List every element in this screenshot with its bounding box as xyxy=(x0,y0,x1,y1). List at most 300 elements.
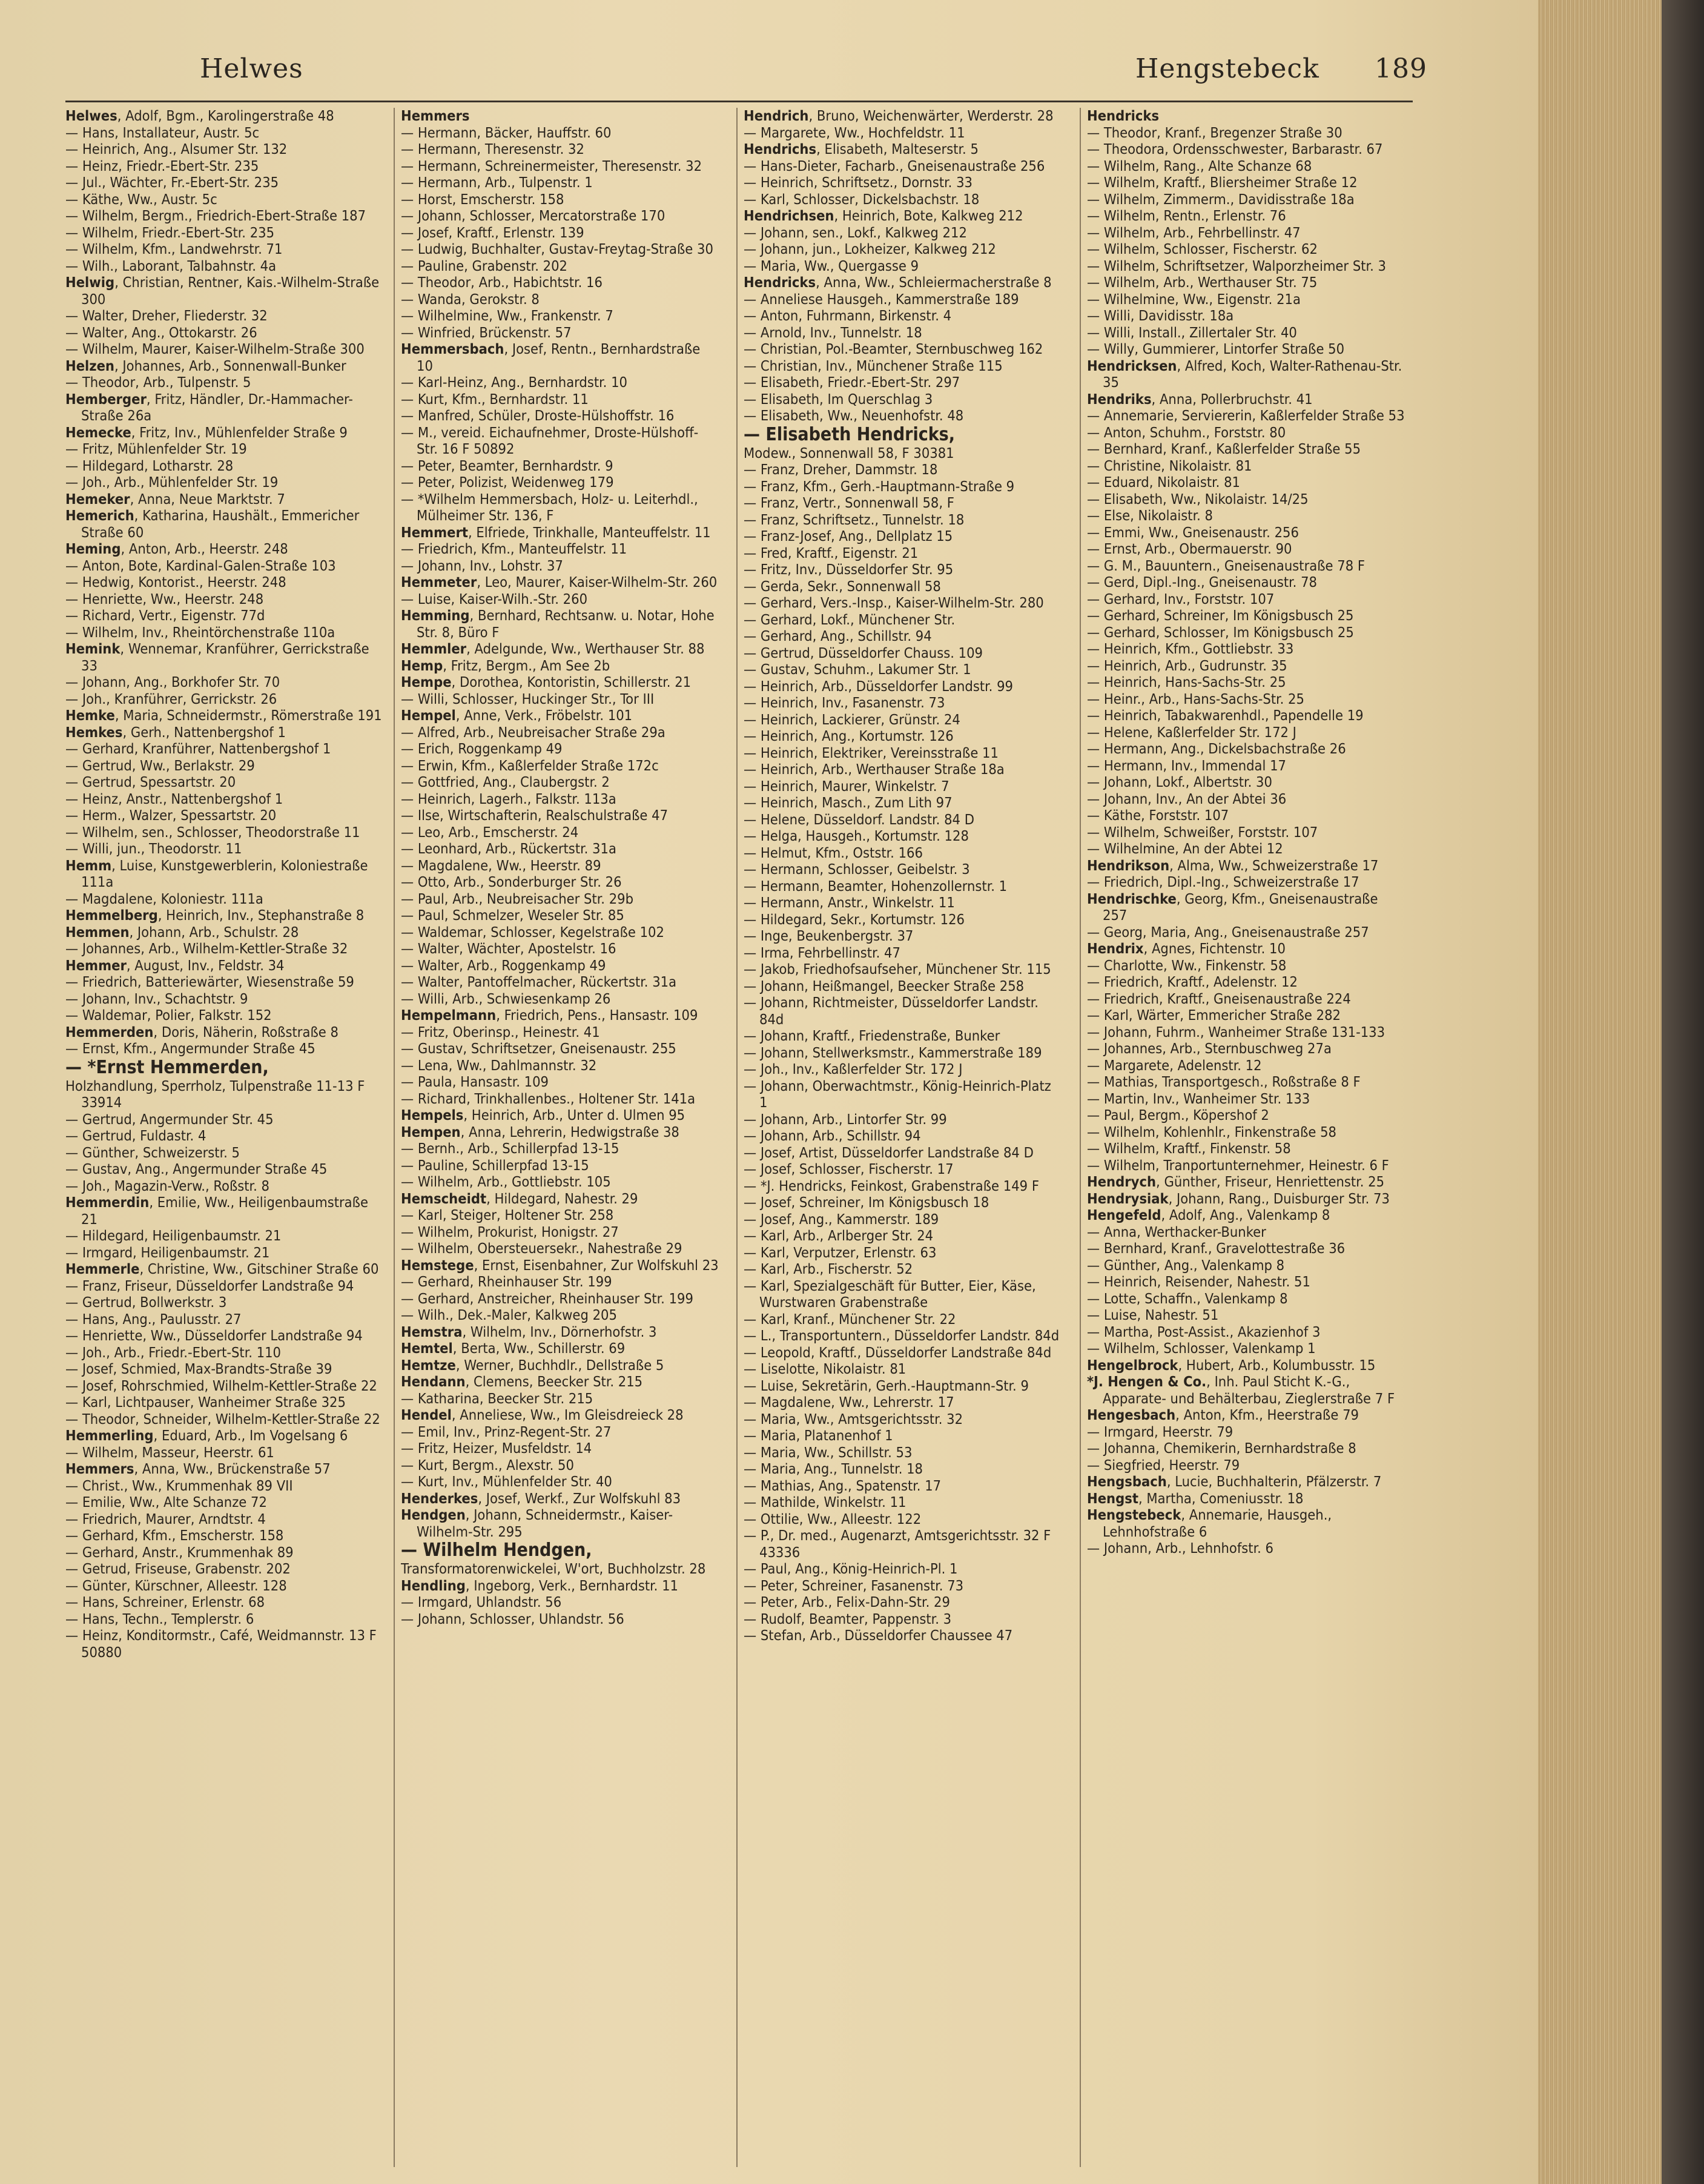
directory-entry: — Magdalene, Koloniestr. 111a xyxy=(65,890,263,907)
directory-entry: — Walter, Ang., Ottokarstr. 26 xyxy=(65,323,257,341)
directory-entry: — Wilhelmine, Ww., Frankenstr. 7 xyxy=(401,307,613,324)
directory-entry: — Christine, Nikolaistr. 81 xyxy=(1087,457,1252,474)
entry-surname: Hendling xyxy=(401,1577,466,1594)
entry-surname: Hemstege xyxy=(401,1256,474,1274)
directory-entry: — Helene, Kaßlerfelder Str. 172 J xyxy=(1087,723,1296,741)
directory-entry: — Johann, Ang., Borkhofer Str. 70 xyxy=(65,673,280,690)
entry-surname: Hengesbach xyxy=(1087,1406,1176,1423)
directory-entry: — Helene, Düsseldorf. Landstr. 84 D xyxy=(744,810,975,828)
directory-entry: — Else, Nikolaistr. 8 xyxy=(1087,507,1213,524)
directory-entry: — Wilhelm, Tranportunternehmer, Heinestr. 6 F xyxy=(1087,1156,1389,1174)
directory-entry: — Johann, Arb., Lintorfer Str. 99 xyxy=(744,1110,947,1128)
header-rule xyxy=(65,101,1413,102)
directory-entry: — Siegfried, Heerstr. 79 xyxy=(1087,1456,1240,1474)
directory-entry: — Elisabeth Hendricks, xyxy=(744,423,955,445)
directory-entry: — Hildegard, Sekr., Kortumstr. 126 xyxy=(744,910,965,928)
directory-entry: — Karl, Schlosser, Dickelsbachstr. 18 xyxy=(744,190,980,208)
directory-entry: — Wanda, Gerokstr. 8 xyxy=(401,290,540,308)
directory-entry: — Josef, Rohrschmied, Wilhelm-Kettler-Straße 22 xyxy=(65,1377,377,1394)
directory-entry: — Johann, Lokf., Albertstr. 30 xyxy=(1087,773,1272,790)
directory-entry: — Richard, Trinkhallenbes., Holtener Str. 141a xyxy=(401,1090,696,1107)
directory-entry: Hemstege, Ernst, Eisenbahner, Zur Wolfskuhl 23 xyxy=(401,1256,719,1274)
directory-entry: — Waldemar, Schlosser, Kegelstraße 102 xyxy=(401,923,664,941)
directory-entry: — Luise, Kaiser-Wilh.-Str. 260 xyxy=(401,590,588,607)
directory-entry: — Kurt, Kfm., Bernhardstr. 11 xyxy=(401,390,589,408)
directory-entry: — Gerhard, Schlosser, Im Königsbusch 25 xyxy=(1087,623,1354,641)
directory-entry: — Karl-Heinz, Ang., Bernhardstr. 10 xyxy=(401,374,627,391)
directory-entry: — Heinz, Konditormstr., Café, Weidmannstr. 13 F 50880 xyxy=(65,1627,377,1661)
entry-surname: Hengefeld xyxy=(1087,1206,1161,1223)
directory-entry: — Luise, Nahestr. 51 xyxy=(1087,1306,1219,1323)
directory-entry: — Fritz, Oberinsp., Heinestr. 41 xyxy=(401,1023,600,1041)
directory-entry: Hendriks, Anna, Pollerbruchstr. 41 xyxy=(1087,390,1313,408)
directory-entry: — Inge, Beukenbergstr. 37 xyxy=(744,927,914,944)
directory-entry: — Friedrich, Dipl.-Ing., Schweizerstraße 17 xyxy=(1087,873,1359,890)
running-head-left: Helwes xyxy=(200,53,303,84)
directory-entry: — Emmi, Ww., Gneisenaustr. 256 xyxy=(1087,523,1299,541)
entry-surname: Hendrix xyxy=(1087,940,1144,957)
directory-entry: — Rudolf, Beamter, Pappenstr. 3 xyxy=(744,1610,952,1627)
directory-entry: — Fred, Kraftf., Eigenstr. 21 xyxy=(744,544,919,561)
directory-entry: — Irmgard, Uhlandstr. 56 xyxy=(401,1593,562,1610)
directory-entry: — Käthe, Ww., Austr. 5c xyxy=(65,190,217,208)
directory-entry: — Walter, Arb., Roggenkamp 49 xyxy=(401,956,606,974)
entry-surname: Helwes xyxy=(65,108,117,124)
directory-entry: — Gerhard, Vers.-Insp., Kaiser-Wilhelm-Str. 280 xyxy=(744,594,1044,611)
directory-entry: — Hildegard, Lotharstr. 28 xyxy=(65,457,234,474)
directory-entry: — Friedrich, Kraftf., Adelenstr. 12 xyxy=(1087,973,1298,990)
column-divider xyxy=(394,108,395,2167)
directory-entry: — Wilhelmine, An der Abtei 12 xyxy=(1087,840,1283,857)
directory-entry: — Christian, Inv., Münchener Straße 115 xyxy=(744,357,1003,374)
entry-surname: Hemberger xyxy=(65,390,147,408)
entry-surname: Hemscheidt xyxy=(401,1190,487,1207)
directory-entry: — Kurt, Inv., Mühlenfelder Str. 40 xyxy=(401,1473,612,1490)
directory-entry: Hendrichs, Elisabeth, Malteserstr. 5 xyxy=(744,141,979,157)
entry-surname: Hendrischke xyxy=(1087,890,1177,907)
directory-entry: — Anna, Werthacker-Bunker xyxy=(1087,1223,1266,1240)
directory-entry: — Liselotte, Nikolaistr. 81 xyxy=(744,1360,906,1377)
directory-entry: — Ottilie, Ww., Alleestr. 122 xyxy=(744,1510,922,1527)
directory-entry: Hempen, Anna, Lehrerin, Hedwigstraße 38 xyxy=(401,1123,679,1140)
directory-entry: — Maria, Ww., Quergasse 9 xyxy=(744,257,919,274)
directory-entry: — Wilhelm Hendgen, xyxy=(401,1540,592,1561)
directory-entry: — Paul, Bergm., Köpershof 2 xyxy=(1087,1107,1269,1123)
directory-entry: — Pauline, Schillerpfad 13-15 xyxy=(401,1156,589,1174)
directory-entry: Hendrix, Agnes, Fichtenstr. 10 xyxy=(1087,940,1286,957)
directory-entry: — Friedrich, Batteriewärter, Wiesenstraße 59 xyxy=(65,973,354,990)
directory-entry: — Margarete, Ww., Hochfeldstr. 11 xyxy=(744,124,965,141)
directory-entry: — Johann, Inv., Lohstr. 37 xyxy=(401,557,563,574)
directory-entry: — Eduard, Nikolaistr. 81 xyxy=(1087,474,1241,491)
entry-surname: Hengst xyxy=(1087,1489,1138,1507)
directory-entry: Hendel, Anneliese, Ww., Im Gleisdreieck 28 xyxy=(401,1406,684,1423)
directory-entry: Hendann, Clemens, Beecker Str. 215 xyxy=(401,1373,643,1390)
directory-entry: — Maria, Ww., Schillstr. 53 xyxy=(744,1443,913,1461)
directory-entry: — Heinrich, Lagerh., Falkstr. 113a xyxy=(401,790,616,807)
directory-entry: — Elisabeth, Ww., Nikolaistr. 14/25 xyxy=(1087,490,1309,508)
entry-surname: Hendrych xyxy=(1087,1173,1157,1190)
directory-entry: — Wilhelm, Arb., Gottliebstr. 105 xyxy=(401,1173,611,1190)
directory-entry: — Gerhard, Rheinhauser Str. 199 xyxy=(401,1273,612,1290)
directory-entry: Hemstra, Wilhelm, Inv., Dörnerhofstr. 3 xyxy=(401,1323,657,1340)
directory-entry: Hendrischke, Georg, Kfm., Gneisenaustraße 257 xyxy=(1087,890,1378,924)
directory-entry: — Hedwig, Kontorist., Heerstr. 248 xyxy=(65,574,286,591)
directory-entry: — Heinrich, Reisender, Nahestr. 51 xyxy=(1087,1273,1310,1290)
directory-entry: — Johann, Kraftf., Friedenstraße, Bunker xyxy=(744,1027,1000,1044)
directory-entry: — Gertrud, Düsseldorfer Chauss. 109 xyxy=(744,644,983,661)
directory-entry: — Henriette, Ww., Düsseldorfer Landstraße 94 xyxy=(65,1327,363,1344)
directory-entry: — Paula, Hansastr. 109 xyxy=(401,1073,549,1090)
entry-surname: Hemmert xyxy=(401,523,468,541)
directory-entry: — Heinz, Anstr., Nattenbergshof 1 xyxy=(65,790,283,807)
directory-entry: Hemmeter, Leo, Maurer, Kaiser-Wilhelm-Str. 260 xyxy=(401,574,718,591)
directory-entry: — Willi, jun., Theodorstr. 11 xyxy=(65,840,242,857)
directory-entry: Hengefeld, Adolf, Ang., Valenkamp 8 xyxy=(1087,1206,1330,1223)
directory-entry: — Josef, Artist, Düsseldorfer Landstraße 84 D xyxy=(744,1143,1034,1161)
directory-entry: — Heinrich, Ang., Kortumstr. 126 xyxy=(744,727,954,744)
directory-entry: — Heinrich, Masch., Zum Lith 97 xyxy=(744,794,953,811)
entry-surname: Helzen xyxy=(65,357,114,374)
directory-entry: Hemecke, Fritz, Inv., Mühlenfelder Straße 9 xyxy=(65,423,348,441)
directory-entry: — Elisabeth, Friedr.-Ebert-Str. 297 xyxy=(744,374,960,391)
directory-entry: *J. Hengen & Co., Inh. Paul Sticht K.-G., Apparate- und Behälterbau, Zieglerstraße 7 F xyxy=(1087,1373,1395,1407)
directory-entry: — Theodor, Arb., Habichtstr. 16 xyxy=(401,274,603,291)
directory-entry: — Heinrich, Schriftsetz., Dornstr. 33 xyxy=(744,174,973,191)
entry-surname: Hemmer xyxy=(65,956,127,974)
directory-entry: — Heinr., Arb., Hans-Sachs-Str. 25 xyxy=(1087,690,1304,707)
directory-entry: — Heinrich, Inv., Fasanenstr. 73 xyxy=(744,694,945,711)
directory-entry: Hemmert, Elfriede, Trinkhalle, Manteuffelstr. 11 xyxy=(401,523,711,541)
directory-entry: Hempel, Anne, Verk., Fröbelstr. 101 xyxy=(401,707,633,724)
directory-entry: — Henriette, Ww., Heerstr. 248 xyxy=(65,590,264,607)
directory-entry: — Heinrich, Kfm., Gottliebstr. 33 xyxy=(1087,640,1294,657)
directory-entry: Hemmersbach, Josef, Rentn., Bernhardstraße 10 xyxy=(401,340,701,374)
entry-surname: Hemstra xyxy=(401,1323,463,1340)
entry-surname: Hempen xyxy=(401,1123,461,1140)
directory-entry: Hemerich, Katharina, Haushält., Emmericher Straße 60 xyxy=(65,507,360,541)
directory-entry: Hemmerling, Eduard, Arb., Im Vogelsang 6 xyxy=(65,1427,348,1444)
entry-surname: Hemmersbach xyxy=(401,340,504,357)
directory-entry: — Franz, Vertr., Sonnenwall 58, F xyxy=(744,494,954,511)
directory-entry: — Bernh., Arb., Schillerpfad 13-15 xyxy=(401,1140,619,1157)
directory-entry: Helwig, Christian, Rentner, Kais.-Wilhelm-Straße 300 xyxy=(65,274,380,308)
directory-entry: — Gerhard, Kranführer, Nattenbergshof 1 xyxy=(65,740,331,757)
directory-entry: Hempe, Dorothea, Kontoristin, Schillerstr. 21 xyxy=(401,673,692,690)
directory-entry: — Johann, Heißmangel, Beecker Straße 258 xyxy=(744,977,1025,994)
entry-surname: Hendricks xyxy=(744,274,816,291)
directory-entry: — Gertrud, Angermunder Str. 45 xyxy=(65,1110,274,1128)
directory-entry: — Magdalene, Ww., Heerstr. 89 xyxy=(401,856,601,874)
directory-entry: — Wilhelm, Schweißer, Forststr. 107 xyxy=(1087,823,1318,841)
directory-entry: — Hans, Techn., Templerstr. 6 xyxy=(65,1610,254,1627)
directory-entry: — Katharina, Beecker Str. 215 xyxy=(401,1389,593,1407)
directory-entry: — Josef, Ang., Kammerstr. 189 xyxy=(744,1210,939,1228)
directory-entry: — Johann, Arb., Schillstr. 94 xyxy=(744,1127,921,1144)
directory-entry: — Theodor, Schneider, Wilhelm-Kettler-Straße 22 xyxy=(65,1410,380,1428)
directory-entry: — Pauline, Grabenstr. 202 xyxy=(401,257,567,274)
directory-column-4 xyxy=(1087,108,1405,2167)
directory-entry: — Maria, Platanenhof 1 xyxy=(744,1427,893,1444)
entry-surname: Hempelmann xyxy=(401,1007,497,1024)
directory-entry: — Wilhelm, Maurer, Kaiser-Wilhelm-Straße 300 xyxy=(65,340,365,357)
directory-entry: — Wilhelm, Friedr.-Ebert-Str. 235 xyxy=(65,223,275,241)
entry-surname: Hemerich xyxy=(65,507,134,524)
entry-surname: Hendrich xyxy=(744,108,809,124)
directory-entry: — P., Dr. med., Augenarzt, Amtsgerichtsstr. 32 F 43336 xyxy=(744,1527,1051,1561)
directory-entry: Hemmerden, Doris, Näherin, Roßstraße 8 xyxy=(65,1023,338,1041)
directory-entry: — Heinrich, Maurer, Winkelstr. 7 xyxy=(744,777,949,795)
directory-entry: — Ludwig, Buchhalter, Gustav-Freytag-Straße 30 xyxy=(401,240,713,257)
directory-entry: — Johann, Stellwerksmstr., Kammerstraße 189 xyxy=(744,1044,1042,1061)
directory-entry: — Helmut, Kfm., Oststr. 166 xyxy=(744,844,923,861)
directory-entry: Hendricks, Anna, Ww., Schleiermacherstraße 8 xyxy=(744,274,1052,291)
directory-entry: — Irmgard, Heiligenbaumstr. 21 xyxy=(65,1243,270,1261)
entry-surname: Hemmen xyxy=(65,923,130,941)
directory-entry: Hemmelberg, Heinrich, Inv., Stephanstraße 8 xyxy=(65,907,365,924)
entry-surname: Heming xyxy=(65,540,121,557)
directory-entry: — Willi, Schlosser, Huckinger Str., Tor III xyxy=(401,690,655,707)
entry-surname: Hemmler xyxy=(401,640,467,657)
directory-entry: — Gerhard, Kfm., Emscherstr. 158 xyxy=(65,1527,284,1544)
entry-surname: Henderkes xyxy=(401,1489,478,1507)
directory-entry: — Karl, Lichtpauser, Wanheimer Straße 325 xyxy=(65,1394,346,1411)
directory-entry: — Margarete, Adelenstr. 12 xyxy=(1087,1056,1262,1074)
directory-entry: — Hermann, Ang., Dickelsbachstraße 26 xyxy=(1087,740,1346,757)
directory-entry: — Hermann, Schreinermeister, Theresenstr. 32 xyxy=(401,157,702,174)
entry-surname: Hemmers xyxy=(401,108,470,124)
directory-entry: — Peter, Arb., Felix-Dahn-Str. 29 xyxy=(744,1593,950,1610)
entry-surname: Hemming xyxy=(401,607,470,624)
directory-entry: — Wilhelmine, Ww., Eigenstr. 21a xyxy=(1087,290,1301,308)
directory-entry: — Waldemar, Polier, Falkstr. 152 xyxy=(65,1007,272,1024)
directory-entry: — Peter, Schreiner, Fasanenstr. 73 xyxy=(744,1577,964,1594)
page-number: 189 xyxy=(1375,53,1427,84)
directory-entry: — Helga, Hausgeh., Kortumstr. 128 xyxy=(744,827,969,844)
directory-entry: — Gertrud, Bollwerkstr. 3 xyxy=(65,1294,227,1311)
directory-entry: — Josef, Schmied, Max-Brandts-Straße 39 xyxy=(65,1360,332,1377)
entry-surname: Hemtel xyxy=(401,1340,453,1357)
entry-surname: Hemm xyxy=(65,856,112,874)
directory-entry: — Emil, Inv., Prinz-Regent-Str. 27 xyxy=(401,1423,612,1440)
directory-entry: Hengsbach, Lucie, Buchhalterin, Pfälzerstr. 7 xyxy=(1087,1473,1382,1490)
directory-entry: — Günther, Schweizerstr. 5 xyxy=(65,1143,240,1161)
directory-entry: — Wilhelm, Prokurist, Honigstr. 27 xyxy=(401,1223,619,1240)
entry-surname: Hendricksen xyxy=(1087,357,1177,374)
entry-surname: Hemkes xyxy=(65,723,123,741)
directory-entry: — Johann, Schlosser, Uhlandstr. 56 xyxy=(401,1610,624,1627)
directory-column-3 xyxy=(744,108,1062,2167)
directory-entry: Hemberger, Fritz, Händler, Dr.-Hammacher-Straße 26a xyxy=(65,390,353,424)
directory-entry: — Joh., Arb., Friedr.-Ebert-Str. 110 xyxy=(65,1343,281,1361)
directory-entry: Hengst, Martha, Comeniusstr. 18 xyxy=(1087,1489,1304,1507)
directory-entry: Hengelbrock, Hubert, Arb., Kolumbusstr. 15 xyxy=(1087,1356,1376,1374)
directory-entry: — Peter, Polizist, Weidenweg 179 xyxy=(401,474,614,491)
directory-entry: Hemke, Maria, Schneidermstr., Römerstraße 191 xyxy=(65,707,382,724)
directory-entry: — Gerhard, Ang., Schillstr. 94 xyxy=(744,627,932,644)
column-divider xyxy=(736,108,738,2167)
directory-entry: — Friedrich, Kraftf., Gneisenaustraße 224 xyxy=(1087,990,1351,1007)
directory-entry: — Wilhelm, Arb., Werthauser Str. 75 xyxy=(1087,274,1318,291)
directory-entry: — Ernst, Kfm., Angermunder Straße 45 xyxy=(65,1040,315,1057)
directory-entry: — Gustav, Ang., Angermunder Straße 45 xyxy=(65,1160,328,1177)
directory-entry: — Mathilde, Winkelstr. 11 xyxy=(744,1494,906,1511)
directory-entry: — Elisabeth, Ww., Neuenhofstr. 48 xyxy=(744,407,964,424)
directory-entry: — Wilhelm, Rentn., Erlenstr. 76 xyxy=(1087,207,1286,224)
directory-entry: — Hermann, Anstr., Winkelstr. 11 xyxy=(744,894,955,911)
entry-surname: Hemmerling xyxy=(65,1427,154,1444)
directory-entry: — Johann, Richtmeister, Düsseldorfer Landstr. 84d xyxy=(744,994,1039,1028)
directory-entry: — Wilhelm, Kfm., Landwehrstr. 71 xyxy=(65,240,283,257)
directory-entry: Hemmen, Johann, Arb., Schulstr. 28 xyxy=(65,923,299,941)
directory-entry: — Wilhelm, Schriftsetzer, Walporzheimer Str. 3 xyxy=(1087,257,1386,274)
directory-entry: — G. M., Bauuntern., Gneisenaustraße 78 F xyxy=(1087,557,1366,574)
directory-entry: Helwes, Adolf, Bgm., Karolingerstraße 48 xyxy=(65,108,334,124)
directory-entry: — Paul, Schmelzer, Weseler Str. 85 xyxy=(401,907,624,924)
directory-entry: — Elisabeth, Im Querschlag 3 xyxy=(744,390,933,408)
directory-entry: — Josef, Schlosser, Fischerstr. 17 xyxy=(744,1160,954,1177)
directory-entry: — Christian, Pol.-Beamter, Sternbuschweg 162 xyxy=(744,340,1043,357)
entry-surname: Hemecke xyxy=(65,423,131,441)
directory-entry: — Gerhard, Anstreicher, Rheinhauser Str. 199 xyxy=(401,1289,693,1307)
directory-entry: — Willi, Davidisstr. 18a xyxy=(1087,307,1234,324)
directory-entry: — Leopold, Kraftf., Düsseldorfer Landstraße 84d xyxy=(744,1343,1052,1361)
entry-surname: Hendrikson xyxy=(1087,856,1170,874)
directory-entry: — Johanna, Chemikerin, Bernhardstraße 8 xyxy=(1087,1440,1356,1457)
directory-entry: — Gustav, Schriftsetzer, Gneisenaustr. 255 xyxy=(401,1040,676,1057)
directory-entry: — Johann, sen., Lokf., Kalkweg 212 xyxy=(744,223,967,241)
directory-entry: — Christ., Ww., Krummenhak 89 VII xyxy=(65,1477,293,1494)
directory-entry: — Georg, Maria, Ang., Gneisenaustraße 257 xyxy=(1087,923,1369,941)
directory-entry: — Charlotte, Ww., Finkenstr. 58 xyxy=(1087,956,1287,974)
directory-entry: — Wilhelm, sen., Schlosser, Theodorstraße 11 xyxy=(65,823,360,841)
directory-entry: — Hermann, Beamter, Hohenzollernstr. 1 xyxy=(744,877,1008,895)
directory-entry: — Gerhard, Anstr., Krummenhak 89 xyxy=(65,1543,294,1561)
entry-surname: Hemp xyxy=(401,657,443,674)
directory-entry: — Mathias, Ang., Spatenstr. 17 xyxy=(744,1477,942,1494)
directory-entry: Hemming, Bernhard, Rechtsanw. u. Notar, Hohe Str. 8, Büro F xyxy=(401,607,715,641)
directory-entry: — Manfred, Schüler, Droste-Hülshoffstr. 16 xyxy=(401,407,675,424)
directory-entry: Hemkes, Gerh., Nattenbergshof 1 xyxy=(65,723,286,741)
directory-entry: — Horst, Emscherstr. 158 xyxy=(401,190,564,208)
directory-entry: — Bernhard, Kranf., Gravelottestraße 36 xyxy=(1087,1240,1346,1257)
directory-entry: — Walter, Wächter, Apostelstr. 16 xyxy=(401,940,616,957)
directory-entry: — Joh., Magazin-Verw., Roßstr. 8 xyxy=(65,1177,269,1194)
directory-entry: Modew., Sonnenwall 58, F 30381 xyxy=(744,444,954,462)
directory-entry: — Hermann, Schlosser, Geibelstr. 3 xyxy=(744,861,970,878)
directory-entry: — Johann, Inv., An der Abtei 36 xyxy=(1087,790,1287,807)
directory-entry: — Wilhelm, Zimmerm., Davidisstraße 18a xyxy=(1087,190,1355,208)
directory-entry: — Hermann, Arb., Tulpenstr. 1 xyxy=(401,174,593,191)
directory-entry: — Wilh., Dek.-Maler, Kalkweg 205 xyxy=(401,1306,617,1323)
directory-entry: — Walter, Dreher, Fliederstr. 32 xyxy=(65,307,268,324)
directory-entry: Hemeker, Anna, Neue Marktstr. 7 xyxy=(65,490,285,508)
directory-entry: Hemtel, Berta, Ww., Schillerstr. 69 xyxy=(401,1340,626,1357)
directory-entry: — Hans, Ang., Paulusstr. 27 xyxy=(65,1310,242,1328)
entry-surname: Hengelbrock xyxy=(1087,1356,1178,1374)
directory-entry: — Karl, Kranf., Münchener Str. 22 xyxy=(744,1310,956,1328)
directory-entry: — Gustav, Schuhm., Lakumer Str. 1 xyxy=(744,661,971,678)
directory-entry: — Heinrich, Lackierer, Grünstr. 24 xyxy=(744,710,960,728)
directory-entry: — Hans, Schreiner, Erlenstr. 68 xyxy=(65,1593,265,1610)
entry-surname: Hengstebeck xyxy=(1087,1506,1181,1523)
entry-surname: Hendricks xyxy=(1087,108,1160,124)
directory-entry: — Fritz, Heizer, Musfeldstr. 14 xyxy=(401,1440,592,1457)
directory-entry: Henderkes, Josef, Werkf., Zur Wolfskuhl 83 xyxy=(401,1489,681,1507)
directory-entry: — Herm., Walzer, Spessartstr. 20 xyxy=(65,807,277,824)
directory-entry: — Arnold, Inv., Tunnelstr. 18 xyxy=(744,323,922,341)
directory-entry: — Wilh., Laborant, Talbahnstr. 4a xyxy=(65,257,277,274)
directory-entry: — Hans, Installateur, Austr. 5c xyxy=(65,124,260,141)
directory-entry: — Theodor, Kranf., Bregenzer Straße 30 xyxy=(1087,124,1342,141)
directory-entry: — Lena, Ww., Dahlmannstr. 32 xyxy=(401,1056,597,1074)
directory-entry: — Luise, Sekretärin, Gerh.-Hauptmann-Str. 9 xyxy=(744,1377,1029,1394)
directory-entry: — L., Transportuntern., Düsseldorfer Landstr. 84d xyxy=(744,1327,1060,1344)
directory-entry: — Franz, Dreher, Dammstr. 18 xyxy=(744,461,938,478)
directory-entry: — Hermann, Bäcker, Hauffstr. 60 xyxy=(401,124,612,141)
directory-entry: — Johann, Arb., Lehnhofstr. 6 xyxy=(1087,1540,1273,1557)
directory-entry: — Heinrich, Ang., Alsumer Str. 132 xyxy=(65,141,288,157)
directory-entry: — Joh., Inv., Kaßlerfelder Str. 172 J xyxy=(744,1061,963,1077)
directory-entry: — Hermann, Inv., Immendal 17 xyxy=(1087,756,1286,774)
directory-entry: — Franz, Kfm., Gerh.-Hauptmann-Straße 9 xyxy=(744,477,1015,495)
directory-entry: — Heinz, Friedr.-Ebert-Str. 235 xyxy=(65,157,259,174)
entry-surname: Hempe xyxy=(401,673,452,690)
directory-entry: Hemmerle, Christine, Ww., Gitschiner Straße 60 xyxy=(65,1260,379,1277)
directory-entry: — Franz, Schriftsetz., Tunnelstr. 18 xyxy=(744,511,965,528)
directory-entry: — Irma, Fehrbellinstr. 47 xyxy=(744,944,900,961)
directory-entry: — Gerhard, Schreiner, Im Königsbusch 25 xyxy=(1087,607,1354,624)
directory-entry: Hempels, Heinrich, Arb., Unter d. Ulmen 95 xyxy=(401,1107,685,1123)
column-divider xyxy=(1080,108,1081,2167)
entry-surname: Hempels xyxy=(401,1107,464,1123)
directory-entry: — Magdalene, Ww., Lehrerstr. 17 xyxy=(744,1394,954,1411)
directory-entry: — Günther, Ang., Valenkamp 8 xyxy=(1087,1256,1285,1274)
entry-surname: Hendriks xyxy=(1087,390,1152,408)
directory-entry: — Heinrich, Arb., Gudrunstr. 35 xyxy=(1087,657,1287,674)
directory-entry: — Richard, Vertr., Eigenstr. 77d xyxy=(65,607,265,624)
directory-entry: — Gottfried, Ang., Claubergstr. 2 xyxy=(401,773,610,790)
directory-entry: — Wilhelm, Kraftf., Finkenstr. 58 xyxy=(1087,1140,1291,1157)
directory-entry: Hemtze, Werner, Buchhdlr., Dellstraße 5 xyxy=(401,1356,664,1374)
directory-entry: — Emilie, Ww., Alte Schanze 72 xyxy=(65,1494,267,1511)
directory-entry: — Stefan, Arb., Düsseldorfer Chaussee 47 xyxy=(744,1627,1013,1644)
directory-entry: Hempelmann, Friedrich, Pens., Hansastr. 109 xyxy=(401,1007,698,1024)
directory-entry: — Walter, Pantoffelmacher, Rückertstr. 31a xyxy=(401,973,677,990)
entry-surname: Helwig xyxy=(65,274,115,291)
entry-surname: Hengsbach xyxy=(1087,1473,1167,1490)
directory-entry: — Willi, Install., Zillertaler Str. 40 xyxy=(1087,323,1297,341)
directory-entry: — Fritz, Mühlenfelder Str. 19 xyxy=(65,440,247,457)
directory-entry: — M., vereid. Eichaufnehmer, Droste-Hülshoff-Str. 16 F 50892 xyxy=(401,423,699,457)
directory-entry: — Wilhelm, Kraftf., Bliersheimer Straße 12 xyxy=(1087,174,1358,191)
directory-entry: — Wilhelm, Inv., Rheintörchenstraße 110a xyxy=(65,623,335,641)
directory-entry: Hemmerdin, Emilie, Ww., Heiligenbaumstraße 21 xyxy=(65,1194,368,1228)
directory-entry: — Wilhelm, Schlosser, Valenkamp 1 xyxy=(1087,1340,1316,1357)
directory-entry: — Annemarie, Serviererin, Kaßlerfelder Straße 53 xyxy=(1087,407,1405,424)
directory-entry: — Wilhelm, Arb., Fehrbellinstr. 47 xyxy=(1087,223,1301,241)
directory-entry: — Johann, jun., Lokheizer, Kalkweg 212 xyxy=(744,240,996,257)
directory-entry: — Theodor, Arb., Tulpenstr. 5 xyxy=(65,374,251,391)
book-page-edges xyxy=(1538,0,1704,2184)
directory-entry: — Josef, Schreiner, Im Königsbusch 18 xyxy=(744,1194,989,1211)
directory-entry: — Wilhelm, Obersteuersekr., Nahestraße 29 xyxy=(401,1240,682,1257)
entry-surname: Hemmerden xyxy=(65,1023,154,1041)
directory-entry: Hengesbach, Anton, Kfm., Heerstraße 79 xyxy=(1087,1406,1359,1423)
directory-entry: — Karl, Verputzer, Erlenstr. 63 xyxy=(744,1243,937,1261)
directory-entry: — Willi, Arb., Schwiesenkamp 26 xyxy=(401,990,611,1007)
directory-entry: — Johann, Inv., Schachtstr. 9 xyxy=(65,990,248,1007)
